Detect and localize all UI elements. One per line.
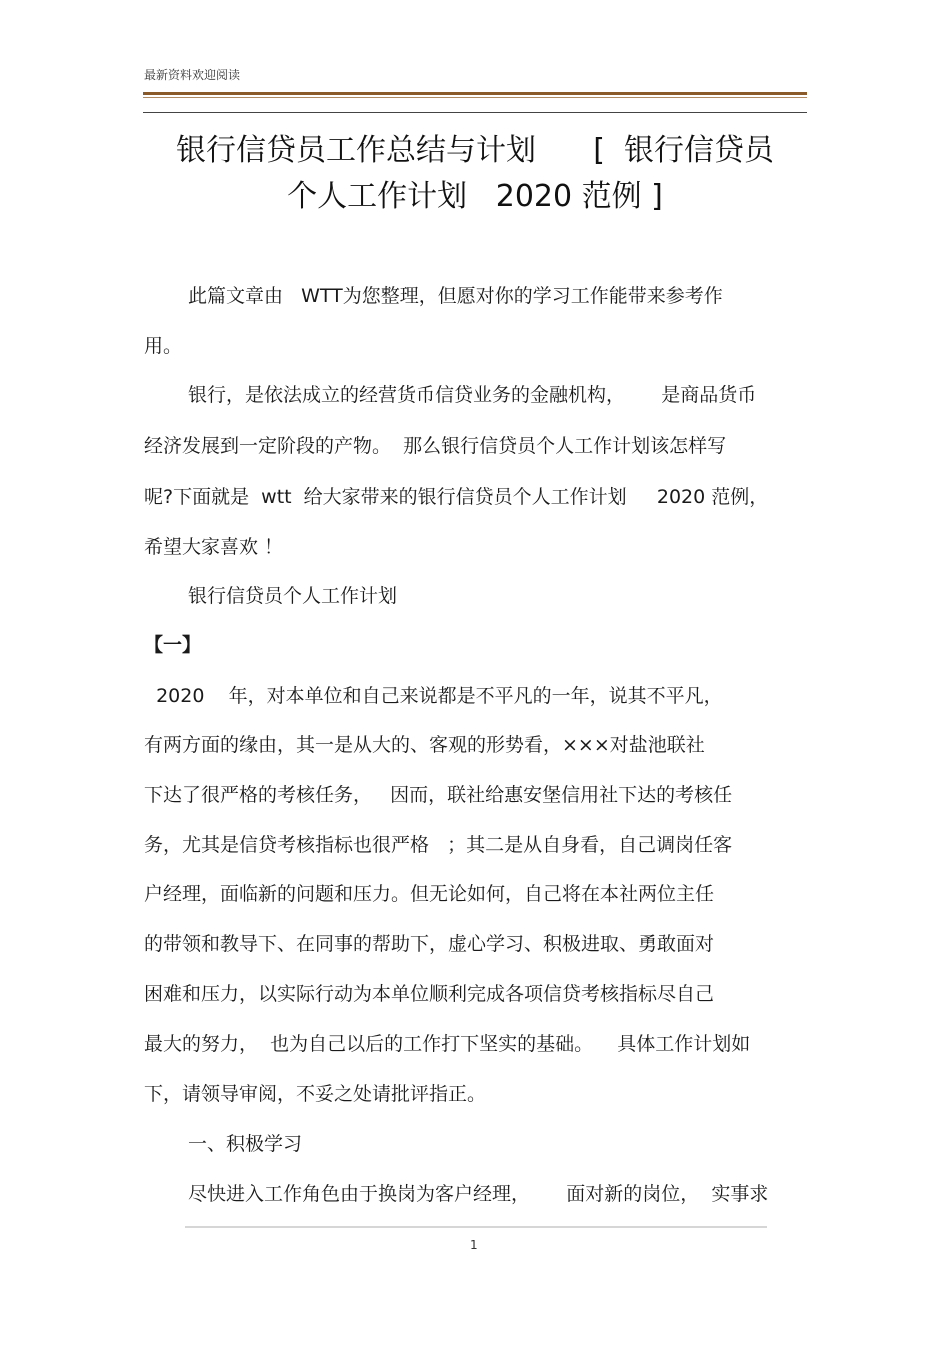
- body-line: 务，尤其是信贷考核指标也很严格 ；其二是从自身看，自己调岗任客: [144, 834, 733, 856]
- body-line: 经济发展到一定阶段的产物。 那么银行信贷员个人工作计划该怎样写: [144, 435, 727, 457]
- header-rule-thick: [143, 92, 807, 95]
- body-line: 下达了很严格的考核任务， 因而，联社给惠安堡信用社下达的考核任: [144, 784, 733, 806]
- body-line: 希望大家喜欢 ！: [144, 536, 284, 558]
- body-line: 用。: [144, 335, 183, 357]
- title-line-2: 个人工作计划 2020 范例 ]: [287, 179, 663, 214]
- page-header-text: 最新资料欢迎阅读: [144, 68, 241, 82]
- section-heading: 【一】: [144, 634, 202, 656]
- page-number: 1: [470, 1238, 478, 1252]
- body-line: 银行，是依法成立的经营货币信贷业务的金融机构， 是商品货币: [188, 384, 757, 406]
- section-subtitle: 银行信贷员个人工作计划: [188, 585, 398, 607]
- body-line: 此篇文章由 WTT为您整理，但愿对你的学习工作能带来参考作: [188, 285, 723, 307]
- body-line: 有两方面的缘由，其一是从大的、客观的形势看，×××对盐池联社: [144, 734, 705, 756]
- body-line: 2020 年，对本单位和自己来说都是不平凡的一年，说其不平凡，: [144, 685, 723, 707]
- body-line: 下，请领导审阅，不妥之处请批评指正。: [144, 1083, 487, 1105]
- body-line: 的带领和教导下、在同事的帮助下，虚心学习、积极进取、勇敢面对: [144, 933, 715, 955]
- body-line: 户经理，面临新的问题和压力。但无论如何，自己将在本社两位主任: [144, 883, 715, 905]
- footer-rule: [185, 1226, 767, 1228]
- document-title: [150, 128, 800, 220]
- header-rule-dark: [143, 112, 807, 113]
- body-line: 呢?下面就是 wtt 给大家带来的银行信贷员个人工作计划 2020 范例，: [144, 486, 769, 508]
- body-line: 最大的努力， 也为自己以后的工作打下坚实的基础。 具体工作计划如: [144, 1033, 751, 1055]
- title-line-1: 银行信贷员工作总结与计划 [ 银行信贷员: [176, 133, 774, 168]
- header-rule-thin: [143, 97, 807, 98]
- section-subheading: 一、积极学习: [188, 1133, 303, 1155]
- body-line: 困难和压力，以实际行动为本单位顺利完成各项信贷考核指标尽自己: [144, 983, 715, 1005]
- body-line: 尽快进入工作角色由于换岗为客户经理， 面对新的岗位， 实事求: [188, 1183, 769, 1205]
